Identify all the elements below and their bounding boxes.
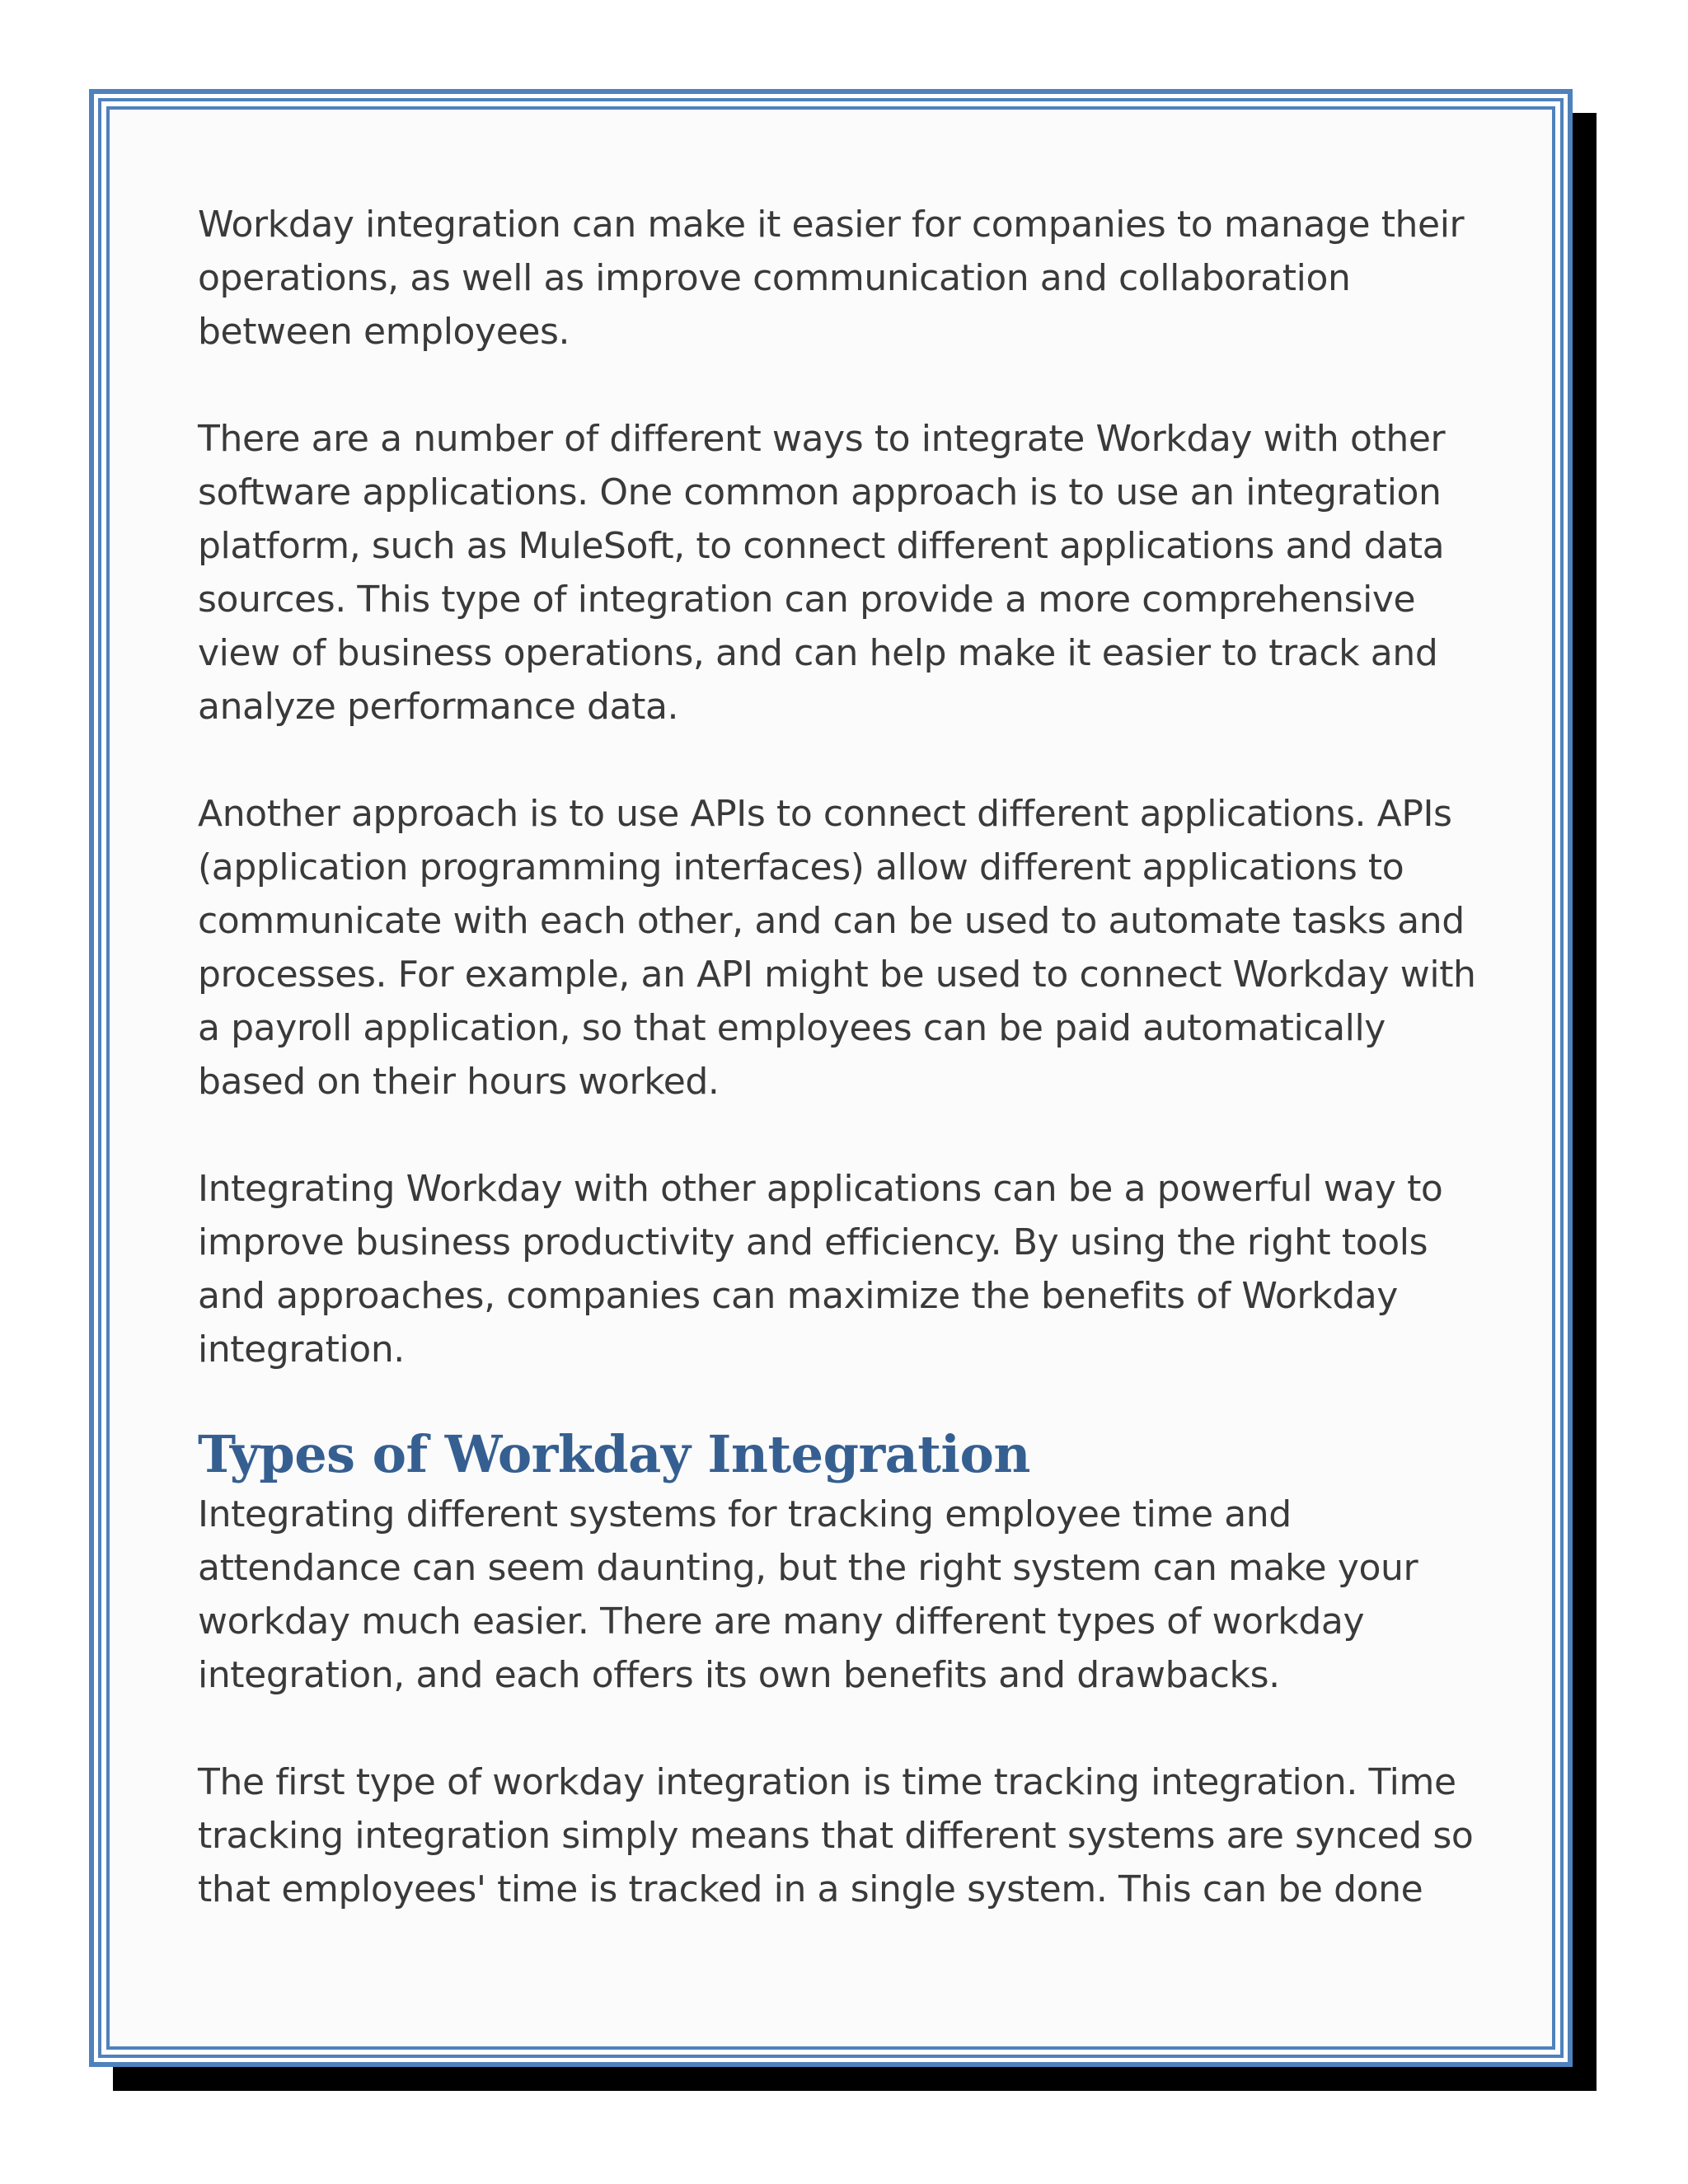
paragraph-intro: Workday integration can make it easier for companies to manage their operations, as well as improve communication and collaboration between employees. bbox=[198, 204, 1465, 353]
paragraph-time-attendance: Integrating different systems for tracking employee time and attendance can seem daunting, but the right system can make your workday much easier. There are many different types of workday integration, and each offers its own benefits and drawbacks. bbox=[198, 1493, 1418, 1696]
section-heading: Types of Workday Integration bbox=[198, 1424, 1030, 1484]
paragraph-integration-platform: There are a number of different ways to integrate Workday with other software applications. One common approach is to use an integration platform, such as MuleSoft, to connect different applications and data sources. This type of integration can provide a more comprehensive view of business operations, and can help make it easier to track and analyze performance data. bbox=[198, 418, 1446, 728]
paragraph-time-tracking: The first type of workday integration is time tracking integration. Time tracking integration simply means that different systems are synced so that employees' time is tracked in a single system. This can be done bbox=[198, 1761, 1474, 1910]
paragraph-apis: Another approach is to use APIs to connect different applications. APIs (application programming interfaces) allow different applications to communicate with each other, and can be used to automate tasks and processes. For example, an API might be used to connect Workday with a payroll application, so that employees can be paid automatically based on their hours worked. bbox=[198, 793, 1476, 1103]
document-body bbox=[198, 198, 1484, 1916]
paragraph-benefits: Integrating Workday with other applications can be a powerful way to improve business productivity and efficiency. By using the right tools and approaches, companies can maximize the benefits of Workday integration. bbox=[198, 1168, 1443, 1371]
